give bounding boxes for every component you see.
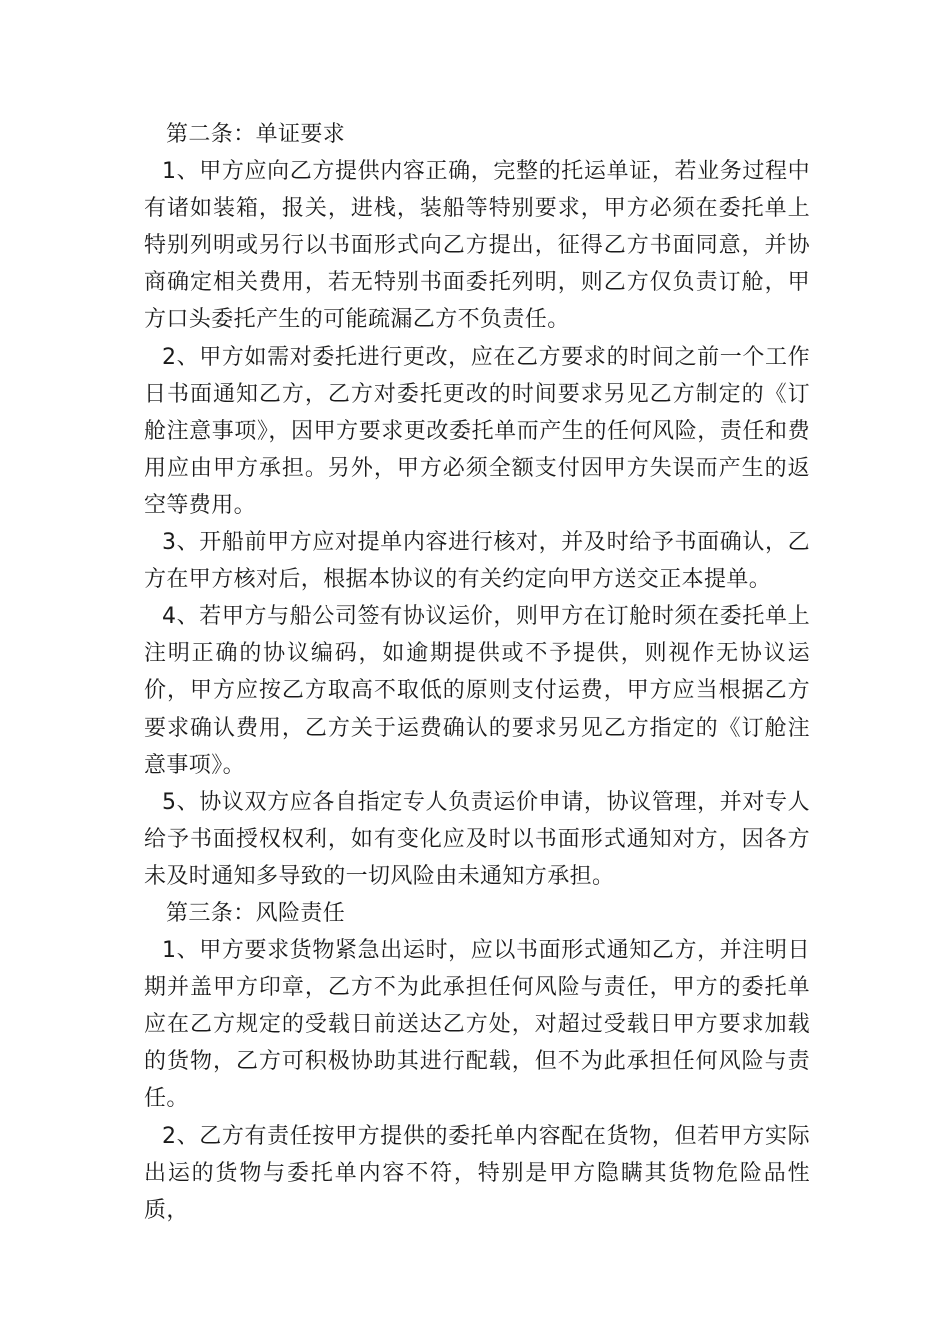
paragraph-3-2: 2、乙方有责任按甲方提供的委托单内容配在货物，但若甲方实际出运的货物与委托单内容不符，特别是甲方隐瞒其货物危险品性质，: [144, 1123, 810, 1223]
section-heading-3: 第三条：风险责任: [166, 900, 346, 926]
paragraph-2-1: 1、甲方应向乙方提供内容正确，完整的托运单证，若业务过程中有诸如装箱，报关，进栈，装船等特别要求，甲方必须在委托单上特别列明或另行以书面形式向乙方提出，征得乙方书面同意，并协商确定相关费用，若无特别书面委托列明，则乙方仅负责订舱，甲方口头委托产生的可能疏漏乙方不负责任。: [144, 159, 810, 333]
paragraph-2-4: 4、若甲方与船公司签有协议运价，则甲方在订舱时须在委托单上注明正确的协议编码，如逾期提供或不予提供，则视作无协议运价，甲方应按乙方取高不取低的原则支付运费，甲方应当根据乙方要求确认费用，乙方关于运费确认的要求另见乙方指定的《订舱注意事项》。: [144, 604, 810, 778]
paragraph-2-3: 3、开船前甲方应对提单内容进行核对，并及时给予书面确认，乙方在甲方核对后，根据本协议的有关约定向甲方送交正本提单。: [144, 530, 810, 593]
document-page: [144, 116, 810, 1229]
paragraph-2-2: 2、甲方如需对委托进行更改，应在乙方要求的时间之前一个工作日书面通知乙方，乙方对委托更改的时间要求另见乙方制定的《订舱注意事项》，因甲方要求更改委托单而产生的任何风险，责任和费用应由甲方承担。另外，甲方必须全额支付因甲方失误而产生的返空等费用。: [144, 344, 810, 518]
paragraph-2-5: 5、协议双方应各自指定专人负责运价申请，协议管理，并对专人给予书面授权权利，如有变化应及时以书面形式通知对方，因各方未及时通知多导致的一切风险由未通知方承担。: [144, 789, 810, 889]
paragraph-3-1: 1、甲方要求货物紧急出运时，应以书面形式通知乙方，并注明日期并盖甲方印章，乙方不为此承担任何风险与责任，甲方的委托单应在乙方规定的受载日前送达乙方处，对超过受载日甲方要求加载的货物，乙方可积极协助其进行配载，但不为此承担任何风险与责任。: [144, 938, 810, 1112]
section-heading-2: 第二条：单证要求: [166, 122, 346, 147]
